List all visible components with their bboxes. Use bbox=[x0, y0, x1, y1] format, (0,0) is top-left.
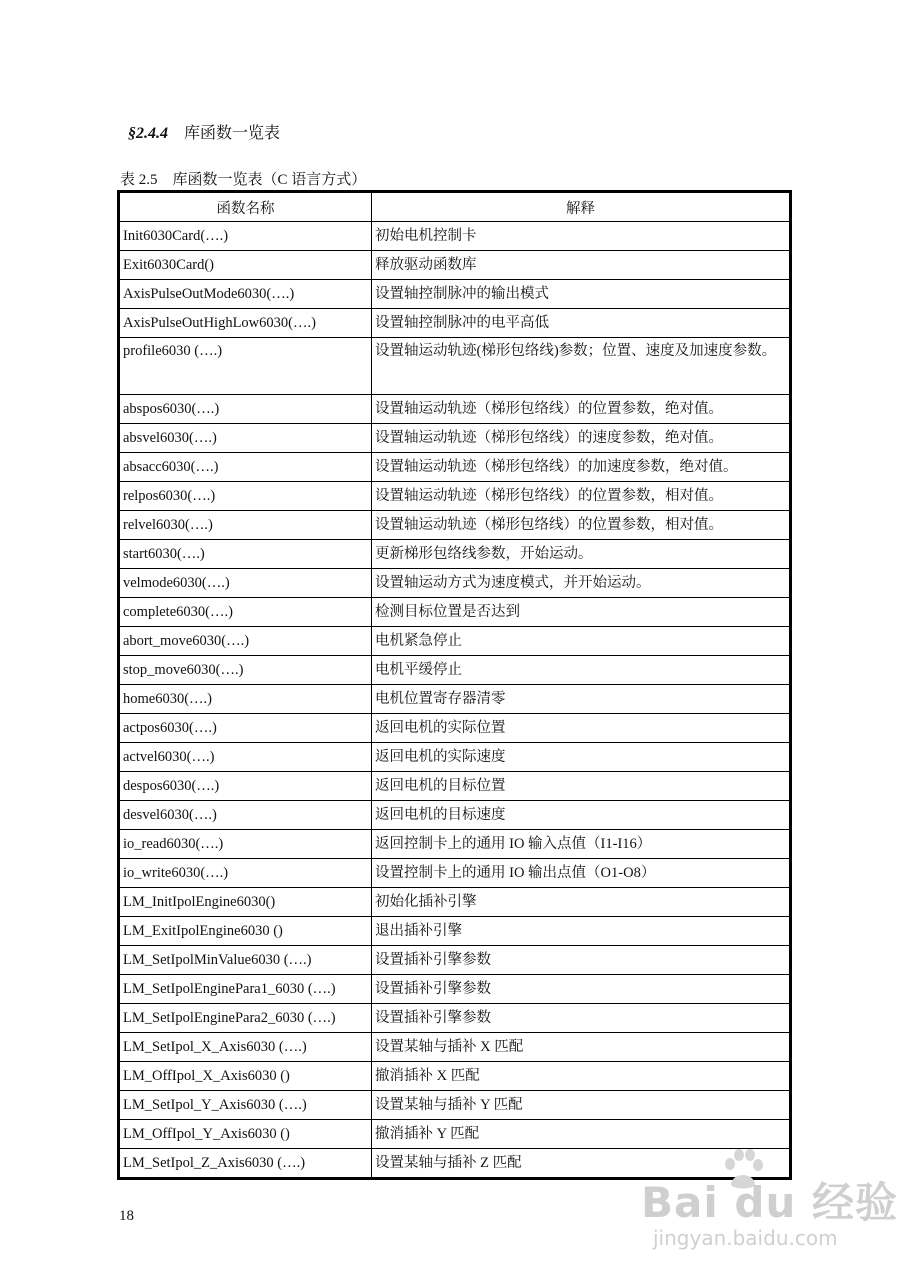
description-cell: 释放驱动函数库 bbox=[372, 251, 791, 280]
function-name-cell: LM_SetIpolMinValue6030 (….) bbox=[119, 946, 372, 975]
table-row bbox=[119, 511, 791, 540]
description-cell: 撤消插补 X 匹配 bbox=[372, 1062, 791, 1091]
table-body bbox=[119, 222, 791, 1179]
description-cell: 检测目标位置是否达到 bbox=[372, 598, 791, 627]
function-name-cell: io_read6030(….) bbox=[119, 830, 372, 859]
description-cell: 返回电机的实际速度 bbox=[372, 743, 791, 772]
function-name-cell: despos6030(….) bbox=[119, 772, 372, 801]
table-row bbox=[119, 482, 791, 511]
table-row bbox=[119, 1062, 791, 1091]
header-function-name: 函数名称 bbox=[119, 192, 372, 222]
description-cell: 设置某轴与插补 Y 匹配 bbox=[372, 1091, 791, 1120]
table-row bbox=[119, 917, 791, 946]
description-cell: 返回电机的目标速度 bbox=[372, 801, 791, 830]
table-header-row bbox=[119, 192, 791, 222]
function-name-cell: relpos6030(….) bbox=[119, 482, 372, 511]
function-name-cell: LM_SetIpol_Z_Axis6030 (….) bbox=[119, 1149, 372, 1179]
function-name-cell: relvel6030(….) bbox=[119, 511, 372, 540]
function-name-cell: abort_move6030(….) bbox=[119, 627, 372, 656]
function-name-cell: AxisPulseOutMode6030(….) bbox=[119, 280, 372, 309]
table-row bbox=[119, 1004, 791, 1033]
function-name-cell: Exit6030Card() bbox=[119, 251, 372, 280]
table-row bbox=[119, 975, 791, 1004]
description-cell: 设置某轴与插补 Z 匹配 bbox=[372, 1149, 791, 1179]
description-cell: 设置轴运动轨迹(梯形包络线)参数；位置、速度及加速度参数。 bbox=[372, 338, 791, 395]
function-name-cell: velmode6030(….) bbox=[119, 569, 372, 598]
table-row bbox=[119, 656, 791, 685]
table-row bbox=[119, 772, 791, 801]
function-name-cell: complete6030(….) bbox=[119, 598, 372, 627]
description-cell: 返回电机的实际位置 bbox=[372, 714, 791, 743]
description-cell: 更新梯形包络线参数，开始运动。 bbox=[372, 540, 791, 569]
table-row bbox=[119, 453, 791, 482]
table-row bbox=[119, 569, 791, 598]
table-row bbox=[119, 424, 791, 453]
function-name-cell: absacc6030(….) bbox=[119, 453, 372, 482]
function-name-cell: LM_SetIpolEnginePara1_6030 (….) bbox=[119, 975, 372, 1004]
description-cell: 设置轴运动轨迹（梯形包络线）的加速度参数，绝对值。 bbox=[372, 453, 791, 482]
description-cell: 设置轴运动轨迹（梯形包络线）的位置参数，相对值。 bbox=[372, 511, 791, 540]
table-row bbox=[119, 1091, 791, 1120]
function-name-cell: absvel6030(….) bbox=[119, 424, 372, 453]
table-row bbox=[119, 251, 791, 280]
description-cell: 电机紧急停止 bbox=[372, 627, 791, 656]
description-cell: 设置插补引擎参数 bbox=[372, 946, 791, 975]
description-cell: 电机平缓停止 bbox=[372, 656, 791, 685]
function-name-cell: io_write6030(….) bbox=[119, 859, 372, 888]
table-row bbox=[119, 338, 791, 395]
table-row bbox=[119, 1033, 791, 1062]
function-name-cell: LM_ExitIpolEngine6030 () bbox=[119, 917, 372, 946]
description-cell: 返回电机的目标位置 bbox=[372, 772, 791, 801]
function-name-cell: actvel6030(….) bbox=[119, 743, 372, 772]
description-cell: 设置控制卡上的通用 IO 输出点值（O1-O8） bbox=[372, 859, 791, 888]
table-row bbox=[119, 946, 791, 975]
watermark-url: jingyan.baidu.com bbox=[653, 1226, 838, 1250]
description-cell: 撤消插补 Y 匹配 bbox=[372, 1120, 791, 1149]
description-cell: 返回控制卡上的通用 IO 输入点值（I1-I16） bbox=[372, 830, 791, 859]
table-row bbox=[119, 280, 791, 309]
table-row bbox=[119, 222, 791, 251]
function-name-cell: LM_SetIpol_Y_Axis6030 (….) bbox=[119, 1091, 372, 1120]
function-name-cell: LM_SetIpol_X_Axis6030 (….) bbox=[119, 1033, 372, 1062]
function-name-cell: LM_OffIpol_Y_Axis6030 () bbox=[119, 1120, 372, 1149]
table-row bbox=[119, 743, 791, 772]
function-name-cell: LM_OffIpol_X_Axis6030 () bbox=[119, 1062, 372, 1091]
function-name-cell: start6030(….) bbox=[119, 540, 372, 569]
function-name-cell: abspos6030(….) bbox=[119, 395, 372, 424]
description-cell: 电机位置寄存器清零 bbox=[372, 685, 791, 714]
description-cell: 设置轴控制脉冲的输出模式 bbox=[372, 280, 791, 309]
description-cell: 设置轴运动轨迹（梯形包络线）的位置参数，相对值。 bbox=[372, 482, 791, 511]
description-cell: 设置轴运动轨迹（梯形包络线）的速度参数，绝对值。 bbox=[372, 424, 791, 453]
table-row bbox=[119, 830, 791, 859]
function-name-cell: home6030(….) bbox=[119, 685, 372, 714]
page-number: 18 bbox=[119, 1208, 134, 1224]
description-cell: 设置插补引擎参数 bbox=[372, 975, 791, 1004]
table-row bbox=[119, 888, 791, 917]
description-cell: 退出插补引擎 bbox=[372, 917, 791, 946]
table-row bbox=[119, 1120, 791, 1149]
section-heading bbox=[128, 120, 280, 143]
description-cell: 设置轴运动方式为速度模式，并开始运动。 bbox=[372, 569, 791, 598]
table-row bbox=[119, 714, 791, 743]
description-cell: 设置轴运动轨迹（梯形包络线）的位置参数，绝对值。 bbox=[372, 395, 791, 424]
function-table bbox=[117, 190, 792, 1180]
description-cell: 初始电机控制卡 bbox=[372, 222, 791, 251]
function-name-cell: LM_InitIpolEngine6030() bbox=[119, 888, 372, 917]
table-row bbox=[119, 685, 791, 714]
table-row bbox=[119, 540, 791, 569]
table-row bbox=[119, 627, 791, 656]
description-cell: 设置某轴与插补 X 匹配 bbox=[372, 1033, 791, 1062]
table-caption: 表 2.5 库函数一览表（C 语言方式） bbox=[120, 172, 367, 188]
watermark-brand: Bai du 经验 bbox=[641, 1178, 898, 1227]
table-row bbox=[119, 395, 791, 424]
section-title: 库函数一览表 bbox=[184, 125, 281, 142]
table-row bbox=[119, 801, 791, 830]
function-name-cell: AxisPulseOutHighLow6030(….) bbox=[119, 309, 372, 338]
description-cell: 初始化插补引擎 bbox=[372, 888, 791, 917]
function-name-cell: desvel6030(….) bbox=[119, 801, 372, 830]
function-name-cell: LM_SetIpolEnginePara2_6030 (….) bbox=[119, 1004, 372, 1033]
table-row bbox=[119, 859, 791, 888]
description-cell: 设置插补引擎参数 bbox=[372, 1004, 791, 1033]
header-description: 解释 bbox=[372, 192, 791, 222]
function-name-cell: profile6030 (….) bbox=[119, 338, 372, 395]
table-row bbox=[119, 309, 791, 338]
function-name-cell: stop_move6030(….) bbox=[119, 656, 372, 685]
table-row bbox=[119, 598, 791, 627]
function-name-cell: Init6030Card(….) bbox=[119, 222, 372, 251]
description-cell: 设置轴控制脉冲的电平高低 bbox=[372, 309, 791, 338]
function-name-cell: actpos6030(….) bbox=[119, 714, 372, 743]
section-number: §2.4.4 bbox=[128, 125, 168, 142]
